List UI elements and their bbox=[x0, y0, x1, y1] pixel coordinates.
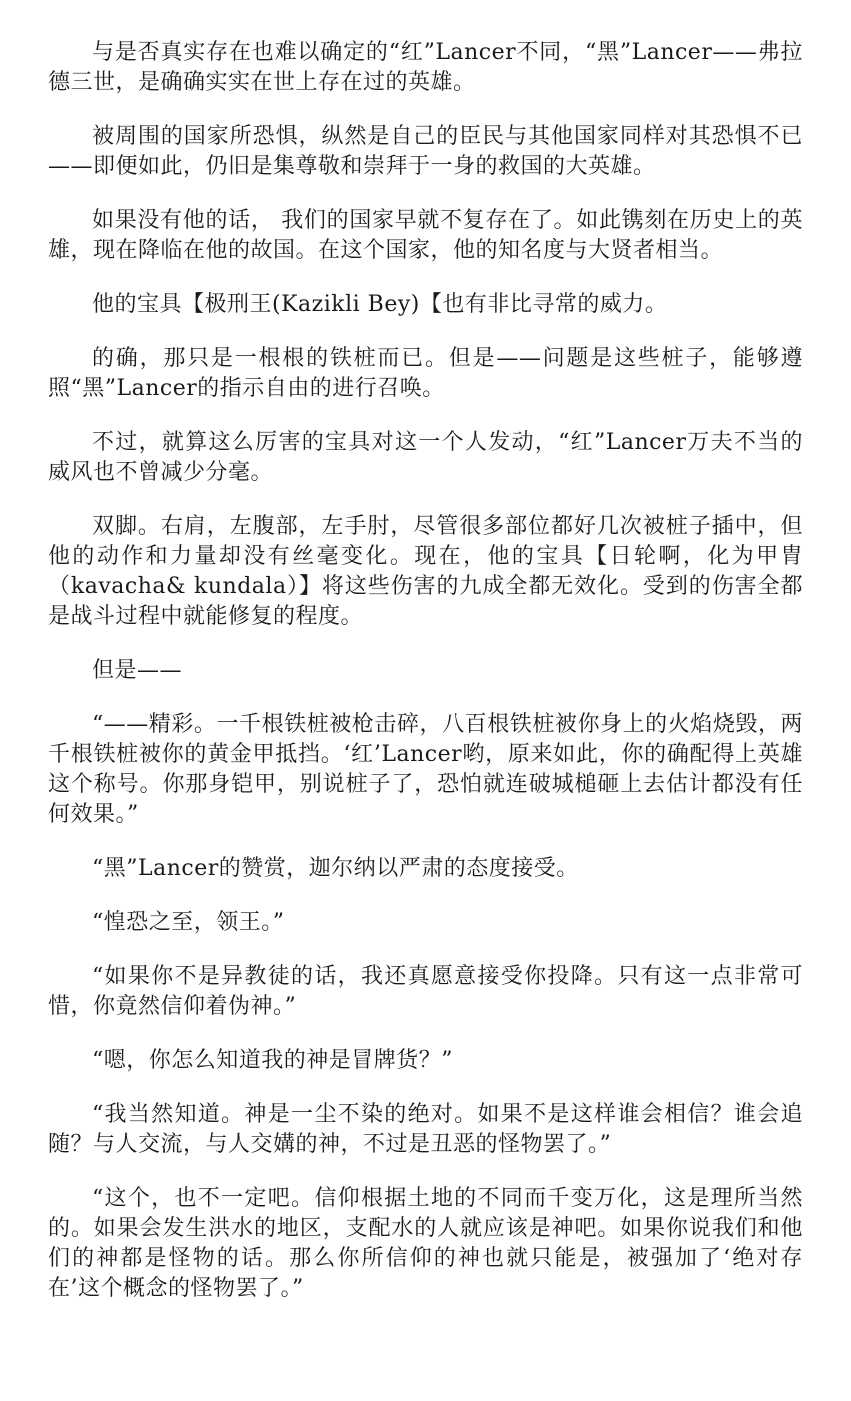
paragraph: “黑”Lancer的赞赏，迦尔纳以严肃的态度接受。 bbox=[92, 856, 579, 881]
paragraph: “这个，也不一定吧。信仰根据土地的不同而千变万化，这是理所当然的。如果会发生洪水的地区，支配水的人就应该是神吧。如果你说我们和他们的神都是怪物的话。那么你所信仰的神也就只能是，被强加了‘绝对存在’这个概念的怪物罢了。” bbox=[48, 1186, 803, 1301]
document-page bbox=[48, 38, 803, 1328]
paragraph: “嗯，你怎么知道我的神是冒牌货？” bbox=[92, 1048, 453, 1073]
paragraph: 双脚。右肩，左腹部，左手肘，尽管很多部位都好几次被桩子插中，但他的动作和力量却没有丝毫变化。现在，他的宝具【日轮啊，化为甲胄（kavacha& kundala）】将这些伤害的九成全都无效化。受到的伤害全都是战斗过程中就能修复的程度。 bbox=[48, 514, 803, 629]
paragraph: 被周围的国家所恐惧，纵然是自己的臣民与其他国家同样对其恐惧不已——即便如此，仍旧是集尊敬和崇拜于一身的救国的大英雄。 bbox=[48, 124, 803, 179]
paragraph: “如果你不是异教徒的话，我还真愿意接受你投降。只有这一点非常可惜，你竟然信仰着伪神。” bbox=[48, 964, 803, 1019]
paragraph: 但是—— bbox=[92, 658, 183, 683]
paragraph: “惶恐之至，领王。” bbox=[92, 910, 285, 935]
paragraph: 如果没有他的话， 我们的国家早就不复存在了。如此镌刻在历史上的英雄，现在降临在他的故国。在这个国家，他的知名度与大贤者相当。 bbox=[48, 208, 803, 263]
paragraph: “——精彩。一千根铁桩被枪击碎，八百根铁桩被你身上的火焰烧毁，两千根铁桩被你的黄金甲抵挡。‘红’Lancer哟，原来如此，你的确配得上英雄这个称号。你那身铠甲，别说桩子了，恐怕就连破城槌砸上去估计都没有任何效果。” bbox=[48, 712, 803, 827]
paragraph: 与是否真实存在也难以确定的“红”Lancer不同，“黑”Lancer——弗拉德三世，是确确实实在世上存在过的英雄。 bbox=[48, 40, 803, 95]
paragraph: “我当然知道。神是一尘不染的绝对。如果不是这样谁会相信？谁会追随？与人交流，与人交媾的神，不过是丑恶的怪物罢了。” bbox=[48, 1102, 803, 1157]
paragraph: 不过，就算这么厉害的宝具对这一个人发动，“红”Lancer万夫不当的威风也不曾减少分毫。 bbox=[48, 430, 803, 485]
paragraph: 他的宝具【极刑王(Kazikli Bey)【也有非比寻常的威力。 bbox=[92, 292, 668, 317]
paragraph: 的确，那只是一根根的铁桩而已。但是——问题是这些桩子，能够遵照“黑”Lancer的指示自由的进行召唤。 bbox=[48, 346, 803, 401]
